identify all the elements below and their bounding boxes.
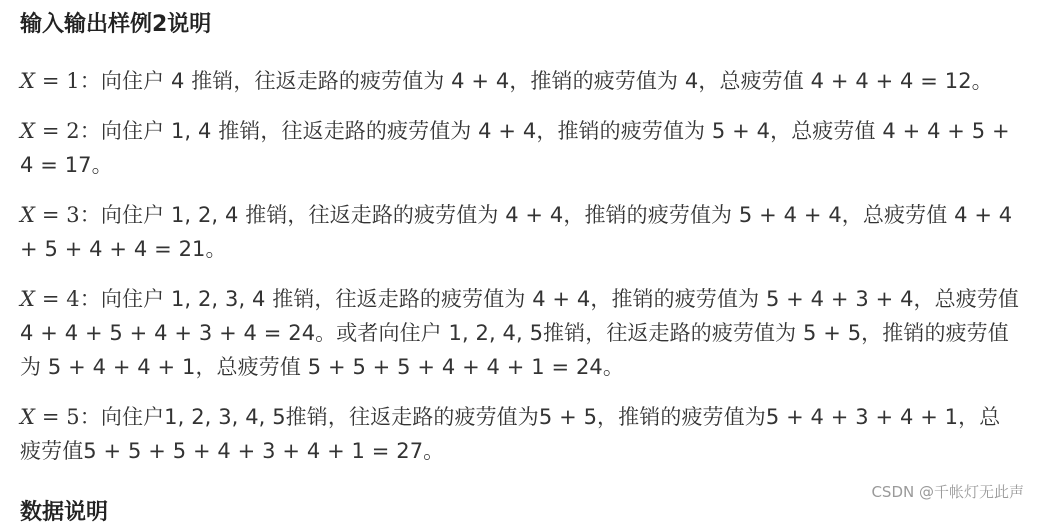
math-equation: = 4 (35, 287, 80, 311)
next-section-heading: 数据说明 (20, 500, 109, 525)
math-variable: X (20, 119, 36, 143)
math-equation: = 2 (35, 119, 80, 143)
article-content (20, 6, 1020, 468)
explanation-paragraph-3 (20, 198, 1020, 266)
paragraph-text: ：向住户1, 2, 3, 4, 5推销，往返走路的疲劳值为5 + 5，推销的疲劳值为5 + 4 + 3 + 4 + 1，总疲劳值5 + 5 + 5 + 4 + 3 + 4 + 1 = 27。 (20, 405, 1001, 463)
paragraph-text: ：向住户 1, 2, 3, 4 推销，往返走路的疲劳值为 4 + 4，推销的疲劳值为 5 + 4 + 3 + 4，总疲劳值 4 + 4 + 5 + 4 + 3 + 4 = 24。或者向住户 1, 2, 4, 5推销，往返走路的疲劳值为 5 + 5，推销的疲劳值为 5 + 4 + 4 + 1，总疲劳值 5 + 5 + 5 + 4 + 4 + 1 = 24。 (20, 287, 1020, 379)
math-variable: X (20, 287, 36, 311)
math-variable: X (20, 405, 36, 429)
paragraph-text: ：向住户 1, 4 推销，往返走路的疲劳值为 4 + 4，推销的疲劳值为 5 + 4，总疲劳值 4 + 4 + 5 + 4 = 17。 (20, 119, 1010, 177)
explanation-paragraph-2 (20, 114, 1020, 182)
explanation-paragraph-4 (20, 282, 1020, 384)
csdn-watermark: CSDN @千帐灯无此声 (871, 483, 1024, 501)
explanation-paragraph-5 (20, 400, 1020, 468)
math-equation: = 5 (35, 405, 80, 429)
paragraph-text: ：向住户 1, 2, 4 推销，往返走路的疲劳值为 4 + 4，推销的疲劳值为 5 + 4 + 4，总疲劳值 4 + 4 + 5 + 4 + 4 = 21。 (20, 203, 1013, 261)
section-title: 输入输出样例2说明 (20, 12, 212, 37)
paragraph-text: ：向住户 4 推销，往返走路的疲劳值为 4 + 4，推销的疲劳值为 4，总疲劳值 4 + 4 + 4 = 12。 (79, 69, 993, 93)
explanation-paragraph-1 (20, 64, 1020, 98)
math-equation: = 1 (35, 69, 80, 93)
math-variable: X (20, 69, 36, 93)
math-equation: = 3 (35, 203, 80, 227)
math-variable: X (20, 203, 36, 227)
